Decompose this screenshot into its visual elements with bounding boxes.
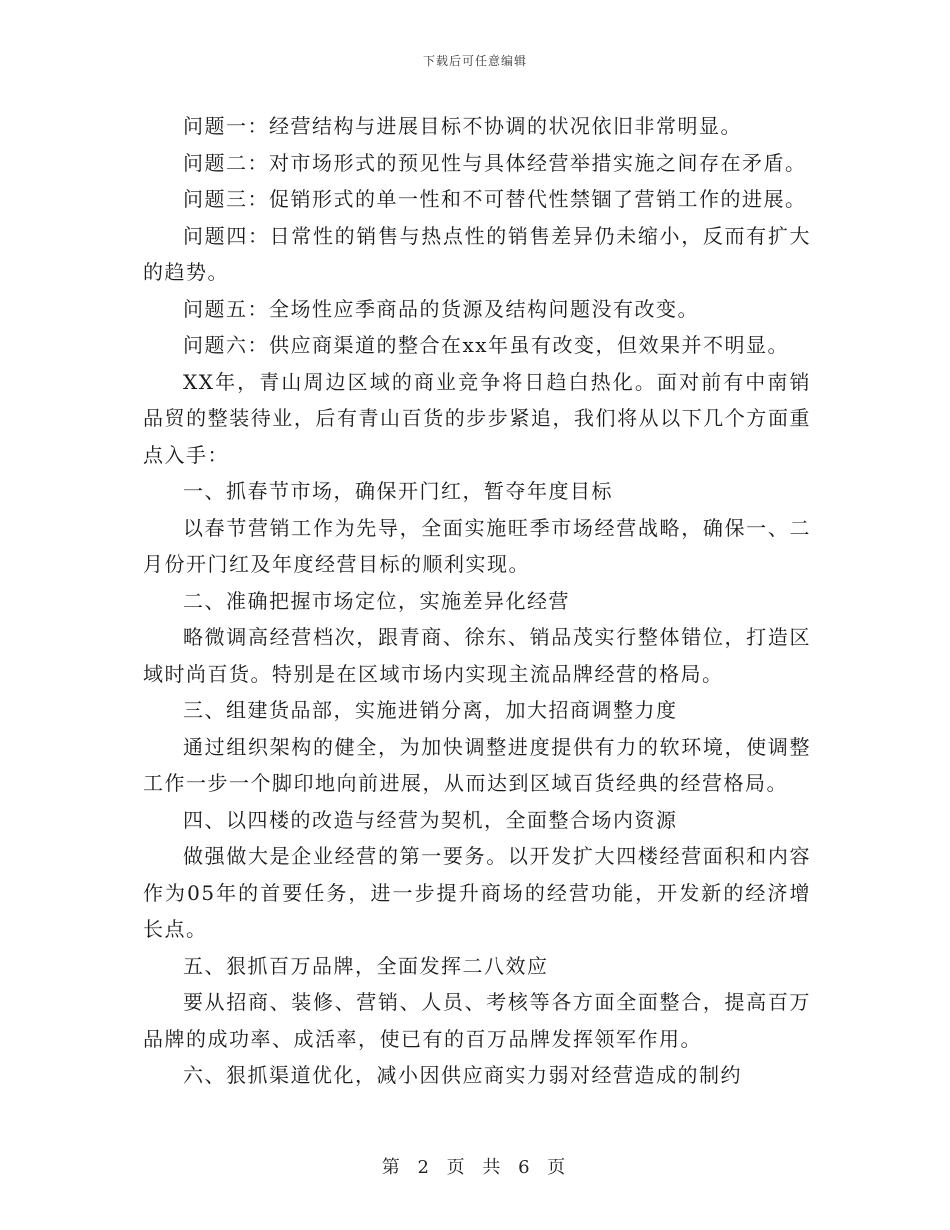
section-heading: 二、准确把握市场定位，实施差异化经营 (183, 588, 570, 613)
section-heading: 四、以四楼的改造与经营为契机，全面整合场内资源 (183, 807, 678, 832)
section-heading: 一、抓春节市场，确保开门红，暂夺年度目标 (183, 479, 613, 503)
document-body (143, 108, 811, 1094)
paragraph: 问题五：全场性应季商品的货源及结构问题没有改变。 (183, 296, 699, 321)
paragraph: 问题六：供应商渠道的整合在xx年虽有改变，但效果并不明显。 (183, 333, 790, 357)
paragraph: 要从招商、装修、营销、人员、考核等各方面全面整合，提高百万品牌的成功率、成活率，使已有的百万品牌发挥领军作用。 (143, 990, 811, 1051)
paragraph: 做强做大是企业经营的第一要务。以开发扩大四楼经营面积和内容作为05年的首要任务，进一步提升商场的经营功能，开发新的经济增长点。 (143, 844, 811, 941)
paragraph: 问题四：日常性的销售与热点性的销售差异仍未缩小，反而有扩大的趋势。 (143, 223, 811, 284)
section-heading: 五、狠抓百万品牌，全面发挥二八效应 (183, 953, 549, 978)
section-heading: 三、组建货品部，实施进销分离，加大招商调整力度 (183, 698, 678, 722)
page-header: 下载后可任意编辑 (422, 54, 527, 68)
paragraph: 通过组织架构的健全，为加快调整进度提供有力的软环境，使调整工作一步一个脚印地向前进展，从而达到区域百货经典的经营格局。 (143, 734, 811, 795)
page-footer: 第 2 页 共 6 页 (381, 1157, 569, 1178)
paragraph: 略微调高经营档次，跟青商、徐东、销品茂实行整体错位，打造区域时尚百货。特别是在区域市场内实现主流品牌经营的格局。 (143, 625, 811, 686)
paragraph: XX年，青山周边区域的商业竞争将日趋白热化。面对前有中南销品贸的整装待业，后有青山百货的步步紧追，我们将从以下几个方面重点入手： (143, 369, 811, 467)
paragraph: 以春节营销工作为先导，全面实施旺季市场经营战略，确保一、二月份开门红及年度经营目标的顺利实现。 (143, 515, 811, 576)
paragraph: 问题三：促销形式的单一性和不可替代性禁锢了营销工作的进展。 (183, 187, 807, 211)
paragraph: 问题二：对市场形式的预见性与具体经营举措实施之间存在矛盾。 (183, 150, 807, 175)
paragraph: 问题一：经营结构与进展目标不协调的状况依旧非常明显。 (183, 114, 742, 138)
section-heading: 六、狠抓渠道优化，减小因供应商实力弱对经营造成的制约 (183, 1063, 742, 1087)
